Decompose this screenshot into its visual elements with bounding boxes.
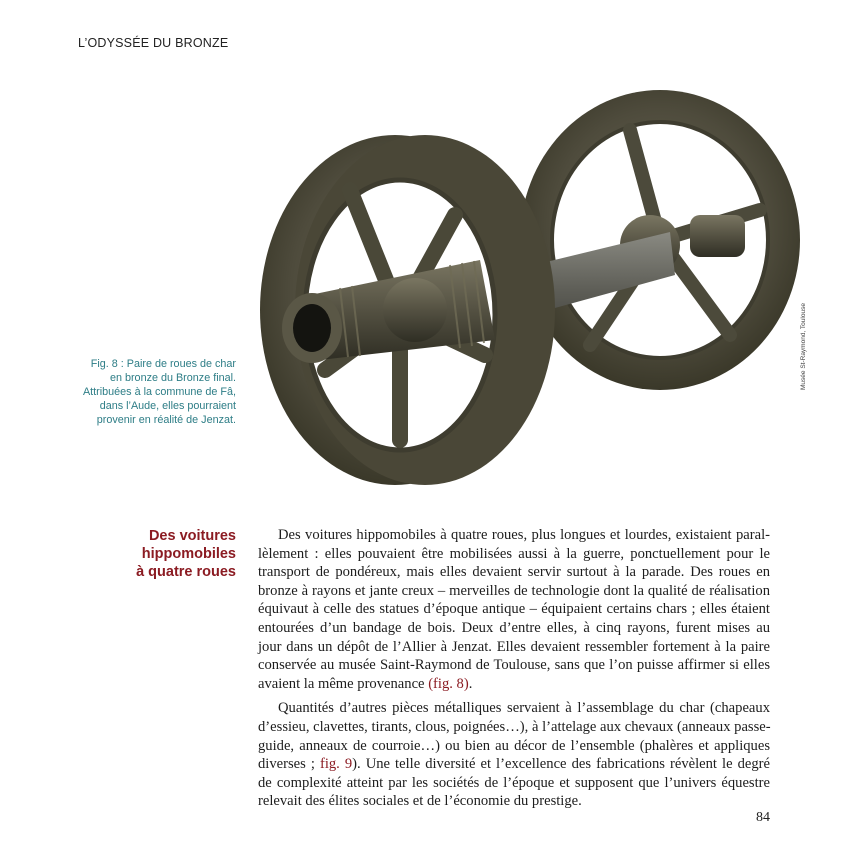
section-title-line: Des voitures [148,528,236,544]
text-line [258,675,770,694]
text-line: lèlement : elles pouvaient être mobilisées aussi à la guerre, ponctuellement pour le [258,545,770,562]
text-span: ). Une telle diversité et l’excellence des fabrications révèlent le degré [352,756,770,773]
text-span: . [468,675,473,692]
figure-reference-link[interactable]: fig. 9 [319,756,353,773]
text-line [258,755,770,774]
text-line: guide, anneaux de courroie…) ou bien au décor de l’ensemble (phalères et appliques [258,737,770,754]
text-span: avaient la même provenance [258,675,429,692]
bronze-wheels-photo [250,70,810,510]
caption-line: en bronze du Bronze final. [109,372,236,384]
text-line: jour dans un dépôt de l’Allier à Jenzat. Elles devaient ressembler fortement à la paire [258,638,770,655]
body-text [258,526,770,811]
text-line: relevait des élites sociales et de l’économie du prestige. [258,793,582,810]
text-line: de complexité atteint par les sociétés de l’époque et supposent que l’univers équestre [258,774,770,791]
text-line: conservée au musée Saint-Raymond de Toulouse, sans que l’on puisse affirmer si elles [258,657,770,674]
text-span: diverses ; [258,756,320,773]
section-title-line: à quatre roues [136,564,236,580]
caption-line: Attribuées à la commune de Fâ, [82,386,236,398]
caption-line: dans l’Aude, elles pourraient [99,400,236,412]
text-line: équivaut à celle des statues d’époque antique – équipaient certains chars ; elles étaient [258,601,770,618]
text-line: transport de pondéreux, mais elles devaient servir surtout à la parade. Des roues en [258,564,770,581]
figure-reference-link[interactable]: (fig. 8) [428,675,469,692]
text-line: Quantités d’autres pièces métalliques servaient à l’assemblage du char (chapeaux [278,700,770,717]
front-wheel [260,135,555,485]
figure-caption [46,357,236,427]
text-line: d’essieu, clavettes, tirants, clous, poignées…), à l’attelage aux chevaux (anneaux passe- [258,718,771,735]
photo-credit: Musée St-Raymond, Toulouse [800,303,807,390]
caption-line: provenir en réalité de Jenzat. [96,414,236,426]
caption-line: Fig. 8 : Paire de roues de char [90,358,236,370]
text-line: bronze à rayons et jante creux – merveilles de technologie dont la qualité de réalisation [258,582,770,599]
page-number: 84 [756,810,770,825]
text-line: entourées d’un bandage de bois. Deux d’entre elles, à cinq rayons, furent mises au [258,619,770,636]
text-line: Des voitures hippomobiles à quatre roues, plus longues et lourdes, existaient paral- [278,527,770,543]
paragraph-1 [258,526,770,693]
section-title [136,527,236,581]
section-title-line: hippomobiles [141,546,236,562]
paragraph-2 [258,699,770,811]
running-head: L’ODYSSÉE DU BRONZE [78,36,229,50]
